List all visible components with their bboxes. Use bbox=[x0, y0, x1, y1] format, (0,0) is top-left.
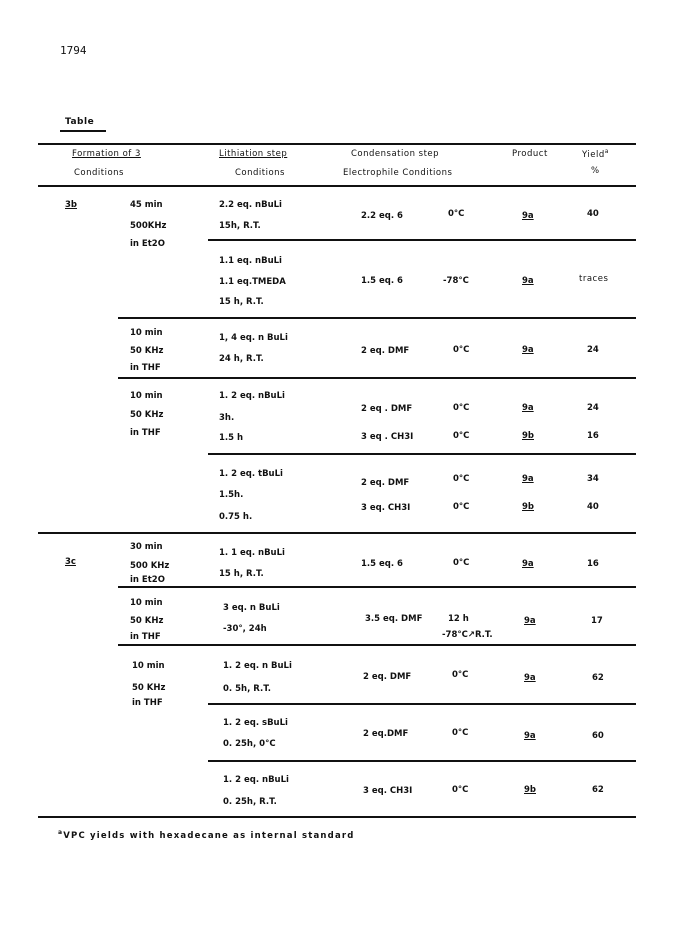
rule-top bbox=[38, 143, 636, 145]
cell: 1. 2 eq. nBuLi bbox=[219, 391, 285, 401]
cell: 2 eq. DMF bbox=[361, 346, 410, 356]
header-product: Product bbox=[512, 149, 548, 159]
cell: 0°C bbox=[452, 728, 469, 738]
header-conditions: Conditions bbox=[74, 168, 124, 178]
cell: in THF bbox=[130, 428, 161, 438]
yield-cell: 24 bbox=[587, 403, 599, 413]
cell: 30 min bbox=[130, 542, 163, 552]
cell: in THF bbox=[132, 698, 163, 708]
cell: 1, 4 eq. n BuLi bbox=[219, 333, 288, 343]
product-cell: 9a bbox=[522, 474, 534, 484]
footnote-mark: a bbox=[58, 829, 64, 836]
cell: 2 eq. DMF bbox=[363, 672, 412, 682]
header-lith-conditions: Conditions bbox=[235, 168, 285, 178]
cell: 1. 2 eq. nBuLi bbox=[223, 775, 289, 785]
footnote-text: VPC yields with hexadecane as internal standard bbox=[63, 830, 355, 841]
rule-r8 bbox=[208, 703, 636, 705]
cell: 3h. bbox=[219, 413, 235, 423]
cell: 1. 1 eq. nBuLi bbox=[219, 548, 285, 558]
cell: in Et2O bbox=[130, 239, 165, 249]
cell: 0°C bbox=[448, 209, 465, 219]
cell: in Et2O bbox=[130, 575, 165, 585]
cell: 1.5 eq. 6 bbox=[361, 559, 403, 569]
cell: -30°, 24h bbox=[223, 624, 267, 634]
yield-cell: 17 bbox=[591, 616, 603, 626]
table-caption: Table bbox=[65, 117, 95, 127]
product-cell: 9a bbox=[524, 731, 536, 741]
cell: in THF bbox=[130, 363, 161, 373]
product-cell: 9b bbox=[522, 431, 534, 441]
cell: 0°C bbox=[452, 785, 469, 795]
cell: -78°C↗R.T. bbox=[442, 630, 493, 640]
cell: 3 eq. CH3I bbox=[361, 503, 411, 513]
yield-cell: traces bbox=[579, 274, 609, 284]
cell: 3 eq. CH3I bbox=[363, 786, 413, 796]
yield-cell: 34 bbox=[587, 474, 599, 484]
cell: -78°C bbox=[443, 276, 469, 286]
header-lithiation: Lithiation step bbox=[219, 149, 288, 159]
compound-3c: 3c bbox=[65, 557, 76, 567]
cell: 1.5h. bbox=[219, 490, 244, 500]
cell: 1.5 h bbox=[219, 433, 244, 443]
cell: 15 h, R.T. bbox=[219, 569, 264, 579]
yield-cell: 16 bbox=[587, 559, 599, 569]
product-cell: 9a bbox=[524, 616, 536, 626]
header-yield: Yield$^a$ bbox=[582, 148, 609, 160]
cell: 2 eq. DMF bbox=[361, 478, 410, 488]
header-formation: Formation of 3 bbox=[72, 149, 141, 159]
cell: in THF bbox=[130, 632, 161, 642]
cell: 0°C bbox=[453, 474, 470, 484]
cell: 0°C bbox=[453, 431, 470, 441]
cell: 15h, R.T. bbox=[219, 221, 261, 231]
cell: 2 eq . DMF bbox=[361, 404, 413, 414]
caption-underline bbox=[60, 130, 106, 132]
header-condensation: Condensation step bbox=[351, 149, 440, 159]
cell: 0°C bbox=[453, 558, 470, 568]
page-number: 1794 bbox=[60, 44, 87, 57]
cell: 1. 2 eq. sBuLi bbox=[223, 718, 288, 728]
product-cell: 9a bbox=[522, 403, 534, 413]
cell: 1. 2 eq. tBuLi bbox=[219, 469, 283, 479]
cell: 0. 5h, R.T. bbox=[223, 684, 271, 694]
cell: 0°C bbox=[453, 345, 470, 355]
product-cell: 9a bbox=[524, 673, 536, 683]
rule-r1 bbox=[208, 239, 636, 241]
rule-header bbox=[38, 185, 636, 187]
cell: 0. 25h, R.T. bbox=[223, 797, 277, 807]
rule-3c bbox=[38, 532, 636, 534]
cell: 3.5 eq. DMF bbox=[365, 614, 423, 624]
yield-cell: 40 bbox=[587, 502, 599, 512]
cell: 2 eq.DMF bbox=[363, 729, 409, 739]
rule-bottom bbox=[38, 816, 636, 818]
rule-r3 bbox=[118, 377, 636, 379]
cell: 1.5 eq. 6 bbox=[361, 276, 403, 286]
rule-r9 bbox=[208, 760, 636, 762]
yield-cell: 16 bbox=[587, 431, 599, 441]
cell: 2.2 eq. nBuLi bbox=[219, 200, 282, 210]
cell: 0.75 h. bbox=[219, 512, 253, 522]
footnote bbox=[58, 829, 355, 841]
header-percent: % bbox=[591, 166, 600, 176]
yield-cell: 40 bbox=[587, 209, 599, 219]
cell: 12 h bbox=[448, 614, 469, 624]
product-cell: 9a bbox=[522, 345, 534, 355]
cell: 2.2 eq. 6 bbox=[361, 211, 403, 221]
cell: 1. 2 eq. n BuLi bbox=[223, 661, 292, 671]
yield-cell: 62 bbox=[592, 673, 604, 683]
product-cell: 9b bbox=[524, 785, 536, 795]
cell: 50 KHz bbox=[130, 346, 164, 356]
cell: 10 min bbox=[130, 328, 163, 338]
cell: 15 h, R.T. bbox=[219, 297, 264, 307]
rule-r4 bbox=[208, 453, 636, 455]
cell: 0°C bbox=[453, 403, 470, 413]
cell: 10 min bbox=[132, 661, 165, 671]
cell: 0°C bbox=[453, 502, 470, 512]
yield-cell: 62 bbox=[592, 785, 604, 795]
compound-3b: 3b bbox=[65, 200, 77, 210]
cell: 24 h, R.T. bbox=[219, 354, 264, 364]
cell: 0°C bbox=[452, 670, 469, 680]
cell: 45 min bbox=[130, 200, 163, 210]
product-cell: 9a bbox=[522, 276, 534, 286]
cell: 50 KHz bbox=[130, 616, 164, 626]
cell: 1.1 eq.TMEDA bbox=[219, 277, 286, 287]
yield-cell: 24 bbox=[587, 345, 599, 355]
cell: 0. 25h, 0°C bbox=[223, 739, 276, 749]
yield-cell: 60 bbox=[592, 731, 604, 741]
cell: 3 eq . CH3I bbox=[361, 432, 414, 442]
cell: 50 KHz bbox=[132, 683, 166, 693]
cell: 500KHz bbox=[130, 221, 167, 231]
header-yield-sup: a bbox=[604, 148, 609, 155]
product-cell: 9a bbox=[522, 559, 534, 569]
product-cell: 9b bbox=[522, 502, 534, 512]
cell: 50 KHz bbox=[130, 410, 164, 420]
rule-r2 bbox=[118, 317, 636, 319]
cell: 10 min bbox=[130, 391, 163, 401]
header-electrophile: Electrophile Conditions bbox=[343, 168, 453, 178]
cell: 500 KHz bbox=[130, 561, 170, 571]
rule-r7 bbox=[118, 644, 636, 646]
rule-r6 bbox=[118, 586, 636, 588]
cell: 10 min bbox=[130, 598, 163, 608]
cell: 3 eq. n BuLi bbox=[223, 603, 280, 613]
product-cell: 9a bbox=[522, 211, 534, 221]
cell: 1.1 eq. nBuLi bbox=[219, 256, 282, 266]
